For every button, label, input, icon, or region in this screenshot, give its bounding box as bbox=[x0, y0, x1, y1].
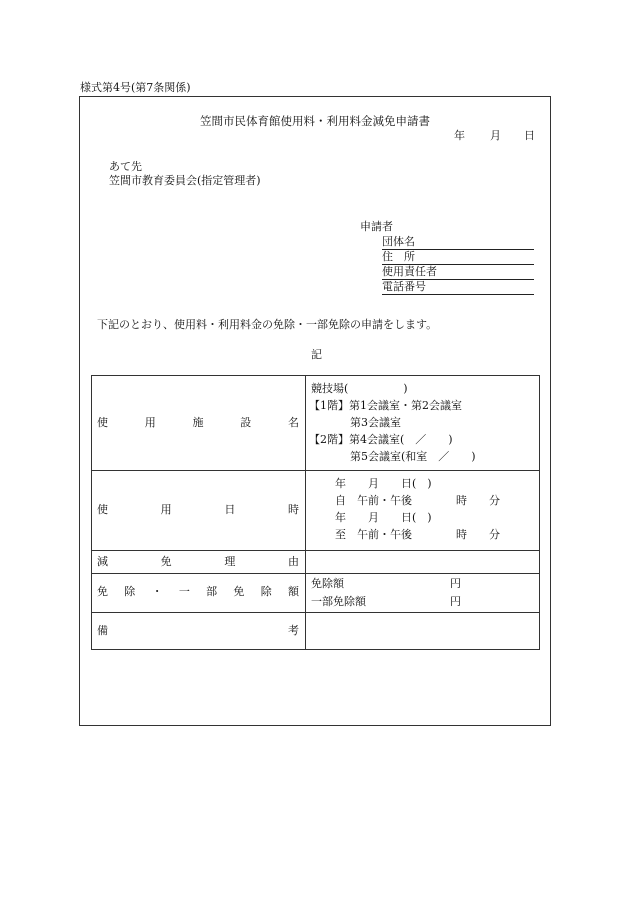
facility-floor1-option[interactable]: 【1階】第1会議室・第2会議室 bbox=[309, 399, 462, 412]
full-exemption-label: 免除額 bbox=[311, 577, 344, 590]
date-year: 年 bbox=[454, 129, 465, 142]
addressee-name: 笠間市教育委員会(指定管理者) bbox=[109, 174, 261, 187]
form-caption: 様式第4号(第7条関係) bbox=[80, 81, 191, 94]
remarks-row-label: 備 考 bbox=[97, 624, 299, 637]
partial-exemption-label: 一部免除額 bbox=[311, 595, 366, 608]
partial-exemption-unit: 円 bbox=[450, 595, 461, 608]
applicant-phone-field[interactable] bbox=[382, 280, 534, 295]
date-month: 月 bbox=[490, 129, 501, 142]
reason-input-cell[interactable] bbox=[306, 551, 539, 572]
remarks-input-cell[interactable] bbox=[306, 613, 539, 649]
applicant-label: 申請者 bbox=[360, 220, 393, 233]
form-title: 笠間市民体育館使用料・利用料金減免申請書 bbox=[200, 114, 430, 128]
date-day: 日 bbox=[524, 129, 535, 142]
applicant-manager-field[interactable] bbox=[382, 265, 534, 280]
facility-row-label: 使 用 施 設 名 bbox=[97, 416, 299, 429]
table-row-divider bbox=[91, 573, 540, 574]
applicant-group-name-field[interactable] bbox=[382, 235, 534, 250]
application-statement: 下記のとおり、使用料・利用料金の免除・一部免除の申請をします。 bbox=[97, 318, 438, 331]
full-exemption-unit: 円 bbox=[450, 577, 461, 590]
table-column-divider bbox=[305, 375, 306, 650]
datetime-row-label: 使 用 日 時 bbox=[97, 503, 299, 516]
datetime-end-time[interactable]: 至 午前・午後 時 分 bbox=[335, 528, 500, 541]
datetime-end-date[interactable]: 年 月 日( ) bbox=[335, 511, 432, 524]
facility-room5-option[interactable]: 第5会議室(和室 ／ ) bbox=[350, 450, 476, 463]
reason-row-label: 減 免 理 由 bbox=[97, 555, 299, 568]
applicant-phone-label: 電話番号 bbox=[382, 280, 426, 293]
facility-room3-option[interactable]: 第3会議室 bbox=[350, 416, 401, 429]
exemption-row-label: 免 除 ・ 一 部 免 除 額 bbox=[97, 585, 299, 598]
table-row-divider bbox=[91, 470, 540, 471]
applicant-address-field[interactable] bbox=[382, 250, 534, 265]
ki-heading: 記 bbox=[311, 348, 322, 361]
applicant-group-name-label: 団体名 bbox=[382, 235, 415, 248]
datetime-start-time[interactable]: 自 午前・午後 時 分 bbox=[335, 494, 500, 507]
facility-arena-option[interactable]: 競技場( ) bbox=[311, 382, 408, 395]
applicant-address-label: 住 所 bbox=[382, 250, 415, 263]
datetime-start-date[interactable]: 年 月 日( ) bbox=[335, 477, 432, 490]
facility-floor2-option[interactable]: 【2階】第4会議室( ／ ) bbox=[309, 433, 453, 446]
addressee-label: あて先 bbox=[109, 160, 142, 173]
applicant-manager-label: 使用責任者 bbox=[382, 265, 437, 278]
